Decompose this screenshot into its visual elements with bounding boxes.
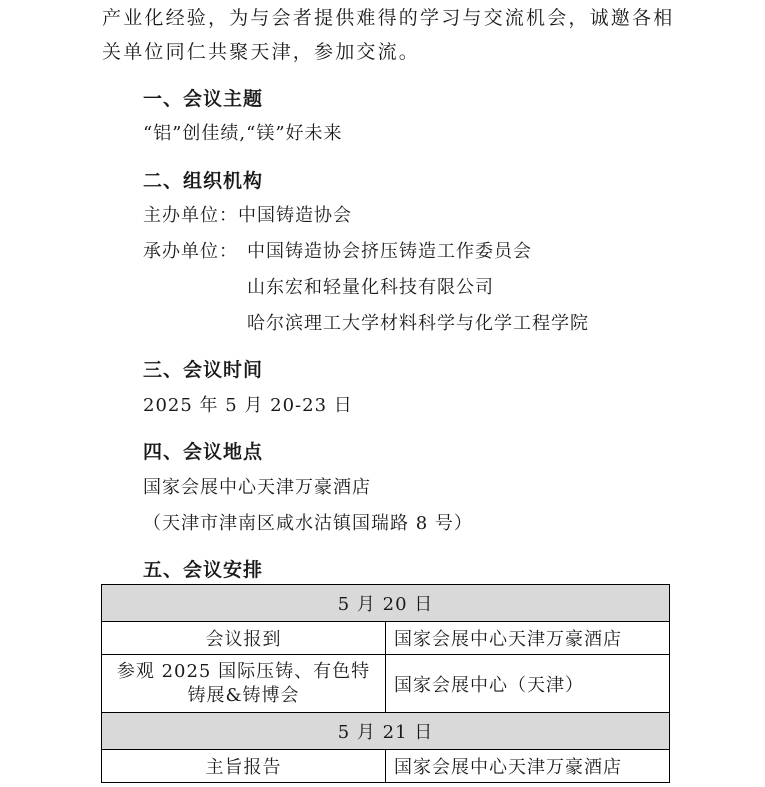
schedule-activity: 主旨报告 bbox=[102, 750, 386, 783]
intro-line-2: 关单位同仁共聚天津，参加交流。 bbox=[102, 41, 421, 63]
host-unit: 主办单位：中国铸造协会 bbox=[143, 205, 352, 226]
schedule-location: 国家会展中心天津万豪酒店 bbox=[386, 750, 670, 783]
schedule-date: 5 月 20 日 bbox=[102, 585, 670, 622]
schedule-table bbox=[101, 584, 670, 783]
intro-line-1: 产业化经验，为与会者提供难得的学习与交流机会，诚邀各相 bbox=[102, 7, 675, 29]
section-venue-heading: 四、会议地点 bbox=[143, 441, 264, 463]
table-row bbox=[102, 750, 670, 783]
venue-address: （天津市津南区咸水沽镇国瑞路 8 号） bbox=[143, 513, 473, 534]
schedule-activity-line-1: 参观 2025 国际压铸、有色特 bbox=[116, 660, 371, 682]
schedule-location: 国家会展中心天津万豪酒店 bbox=[386, 622, 670, 655]
organizer-1: 中国铸造协会挤压铸造工作委员会 bbox=[247, 241, 532, 262]
schedule-location: 国家会展中心（天津） bbox=[386, 655, 670, 713]
time-text: 2025 年 5 月 20-23 日 bbox=[143, 395, 353, 416]
schedule-activity-line-2: 铸展&铸博会 bbox=[187, 684, 300, 706]
schedule-date-row bbox=[102, 713, 670, 750]
section-time-heading: 三、会议时间 bbox=[143, 359, 264, 381]
schedule-activity bbox=[102, 655, 386, 713]
section-theme-heading: 一、会议主题 bbox=[143, 88, 264, 110]
schedule-date: 5 月 21 日 bbox=[102, 713, 670, 750]
table-row bbox=[102, 622, 670, 655]
organizer-2: 山东宏和轻量化科技有限公司 bbox=[247, 277, 494, 298]
section-schedule-heading: 五、会议安排 bbox=[143, 559, 264, 581]
schedule-date-row bbox=[102, 585, 670, 622]
venue-name: 国家会展中心天津万豪酒店 bbox=[143, 477, 371, 498]
organizer-3: 哈尔滨理工大学材料科学与化学工程学院 bbox=[247, 313, 589, 334]
schedule-activity: 会议报到 bbox=[102, 622, 386, 655]
organizer-label: 承办单位： bbox=[143, 241, 238, 262]
section-organization-heading: 二、组织机构 bbox=[143, 170, 264, 192]
table-row bbox=[102, 655, 670, 713]
theme-text: “铝”创佳绩,“镁”好未来 bbox=[143, 123, 343, 144]
